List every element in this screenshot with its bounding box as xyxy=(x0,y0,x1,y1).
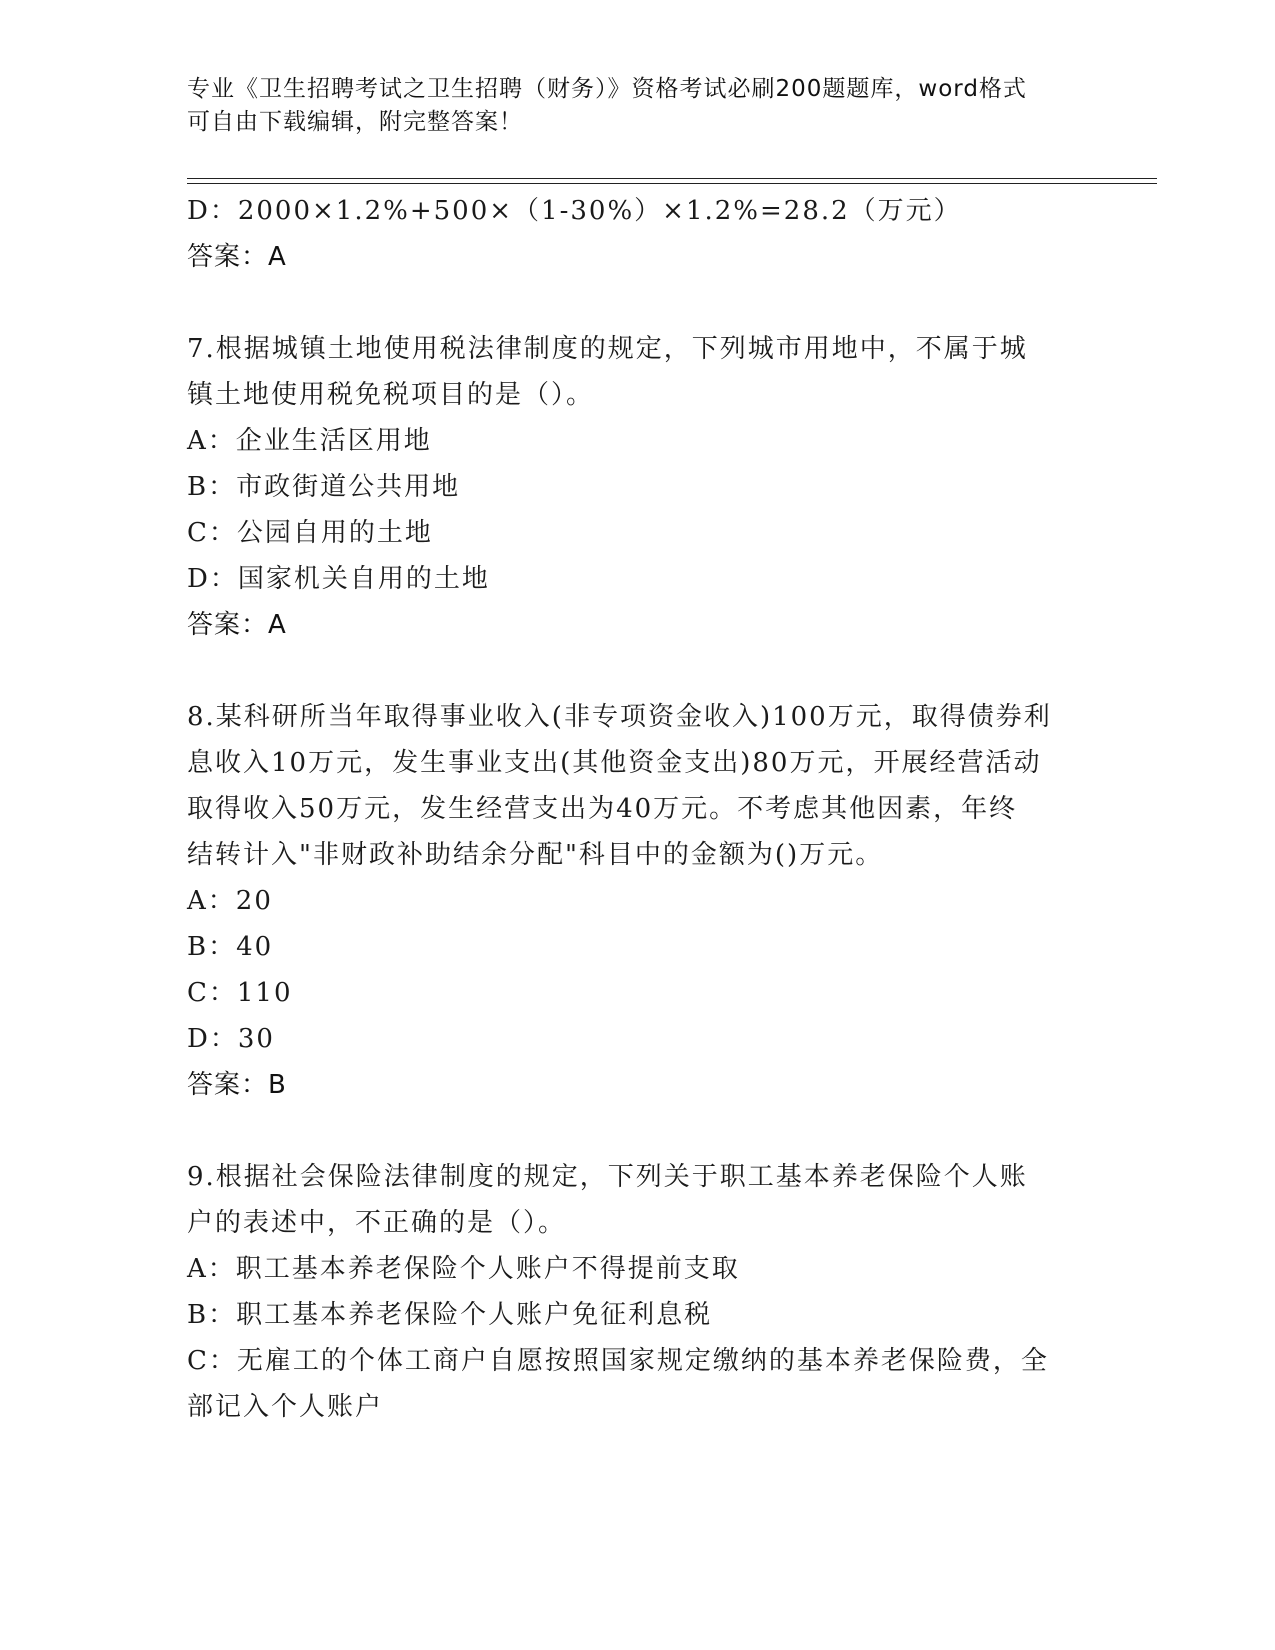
question-stem: 结转计入"非财政补助结余分配"科目中的金额为()万元。 xyxy=(187,840,884,870)
option-c: C：公园自用的土地 xyxy=(187,518,433,548)
question-9 xyxy=(187,1154,1087,1430)
header-title-line-1: 专业《卫生招聘考试之卫生招聘（财务）》资格考试必刷200题题库，word格式 xyxy=(187,76,1027,102)
question-stem: 8.某科研所当年取得事业收入(非专项资金收入)100万元，取得债券利 xyxy=(187,702,1052,732)
previous-question-tail xyxy=(187,188,1087,280)
option-c-continued: 部记入个人账户 xyxy=(187,1392,384,1422)
header-divider xyxy=(187,178,1157,184)
document-header xyxy=(187,73,1067,139)
question-stem: 户的表述中，不正确的是（）。 xyxy=(187,1208,567,1238)
option-b: B：市政街道公共用地 xyxy=(187,472,461,502)
option-c: C：无雇工的个体工商户自愿按照国家规定缴纳的基本养老保险费，全 xyxy=(187,1346,1049,1376)
option-d: D：国家机关自用的土地 xyxy=(187,564,490,594)
document-body xyxy=(187,188,1087,1430)
question-stem: 7.根据城镇土地使用税法律制度的规定，下列城市用地中，不属于城 xyxy=(187,334,1028,364)
option-c: C：110 xyxy=(187,978,293,1008)
header-title-line-2: 可自由下载编辑，附完整答案！ xyxy=(187,109,523,135)
option-a: A：职工基本养老保险个人账户不得提前支取 xyxy=(187,1254,740,1284)
option-a: A：20 xyxy=(187,886,273,916)
option-d: D：30 xyxy=(187,1024,275,1054)
question-stem: 9.根据社会保险法律制度的规定，下列关于职工基本养老保险个人账 xyxy=(187,1162,1028,1192)
question-stem: 取得收入50万元，发生经营支出为40万元。不考虑其他因素，年终 xyxy=(187,794,1018,824)
spacer xyxy=(187,280,1087,326)
spacer xyxy=(187,1108,1087,1154)
answer: 答案：A xyxy=(187,242,287,272)
option-b: B：40 xyxy=(187,932,274,962)
spacer xyxy=(187,648,1087,694)
option-d: D：2000×1.2%+500×（1-30%）×1.2%=28.2（万元） xyxy=(187,196,962,226)
option-a: A：企业生活区用地 xyxy=(187,426,432,456)
answer: 答案：A xyxy=(187,610,287,640)
question-8 xyxy=(187,694,1087,1108)
question-stem: 镇土地使用税免税项目的是（）。 xyxy=(187,380,595,410)
answer: 答案：B xyxy=(187,1070,287,1100)
question-stem: 息收入10万元，发生事业支出(其他资金支出)80万元，开展经营活动 xyxy=(187,748,1042,778)
question-7 xyxy=(187,326,1087,648)
option-b: B：职工基本养老保险个人账户免征利息税 xyxy=(187,1300,713,1330)
